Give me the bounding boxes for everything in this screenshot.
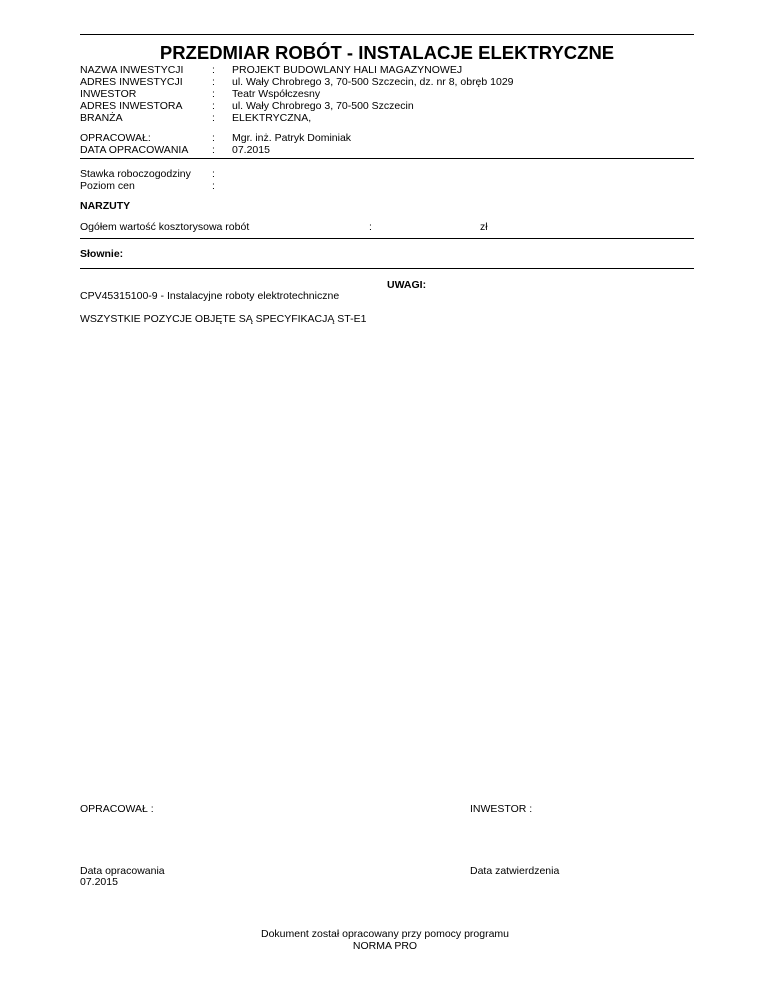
prepared-by-colon: : bbox=[212, 132, 215, 144]
investment-address-colon: : bbox=[212, 76, 215, 88]
top-divider bbox=[80, 34, 694, 35]
surcharges-heading: NARZUTY bbox=[80, 200, 131, 212]
prepared-by-value: Mgr. inż. Patryk Dominiak bbox=[232, 132, 352, 144]
prepared-date-colon: : bbox=[212, 144, 215, 156]
spelled-label: Słownie: bbox=[80, 248, 124, 260]
price-level-label: Poziom cen bbox=[80, 180, 135, 192]
prepared-date-value: 07.2015 bbox=[232, 144, 270, 156]
hourly-rate-label: Stawka roboczogodziny bbox=[80, 168, 191, 180]
investor-address-label: ADRES INWESTORA bbox=[80, 100, 183, 112]
investment-address-label: ADRES INWESTYCJI bbox=[80, 76, 183, 88]
trade-colon: : bbox=[212, 112, 215, 124]
investor-colon: : bbox=[212, 88, 215, 100]
price-level-colon: : bbox=[212, 180, 215, 192]
prepared-signature-label: OPRACOWAŁ : bbox=[80, 803, 154, 815]
investor-signature-label: INWESTOR : bbox=[470, 803, 533, 815]
footer-line-1: Dokument został opracowany przy pomocy programu bbox=[260, 928, 510, 940]
total-cost-currency: zł bbox=[480, 221, 488, 233]
prepared-date-label: DATA OPRACOWANIA bbox=[80, 144, 189, 156]
investment-name-label: NAZWA INWESTYCJI bbox=[80, 64, 184, 76]
document-title: PRZEDMIAR ROBÓT - INSTALACJE ELEKTRYCZNE bbox=[159, 42, 615, 63]
total-cost-label: Ogółem wartość kosztorysowa robót bbox=[80, 221, 250, 233]
prepared-by-label: OPRACOWAŁ: bbox=[80, 132, 151, 144]
approval-date-label: Data zatwierdzenia bbox=[470, 865, 560, 877]
divider-after-author bbox=[80, 158, 694, 159]
hourly-rate-colon: : bbox=[212, 168, 215, 180]
trade-value: ELEKTRYCZNA, bbox=[232, 112, 312, 124]
footer-line-2: NORMA PRO bbox=[352, 940, 418, 952]
divider-after-spelled bbox=[80, 268, 694, 269]
investor-address-colon: : bbox=[212, 100, 215, 112]
notes-heading: UWAGI: bbox=[387, 279, 427, 291]
prep-date-label: Data opracowania bbox=[80, 865, 165, 877]
investment-name-colon: : bbox=[212, 64, 215, 76]
divider-after-total bbox=[80, 238, 694, 239]
trade-label: BRANŻA bbox=[80, 112, 123, 124]
investor-address-value: ul. Wały Chrobrego 3, 70-500 Szczecin bbox=[232, 100, 414, 112]
investor-label: INWESTOR bbox=[80, 88, 137, 100]
total-cost-colon: : bbox=[369, 221, 372, 233]
cpv-note: CPV45315100-9 - Instalacyjne roboty elektrotechniczne bbox=[80, 290, 340, 302]
spec-note: WSZYSTKIE POZYCJE OBJĘTE SĄ SPECYFIKACJĄ ST-E1 bbox=[80, 313, 367, 325]
investment-name-value: PROJEKT BUDOWLANY HALI MAGAZYNOWEJ bbox=[232, 64, 463, 76]
investor-value: Teatr Współczesny bbox=[232, 88, 321, 100]
investment-address-value: ul. Wały Chrobrego 3, 70-500 Szczecin, dz. nr 8, obręb 1029 bbox=[232, 76, 514, 88]
prep-date-value: 07.2015 bbox=[80, 876, 118, 888]
